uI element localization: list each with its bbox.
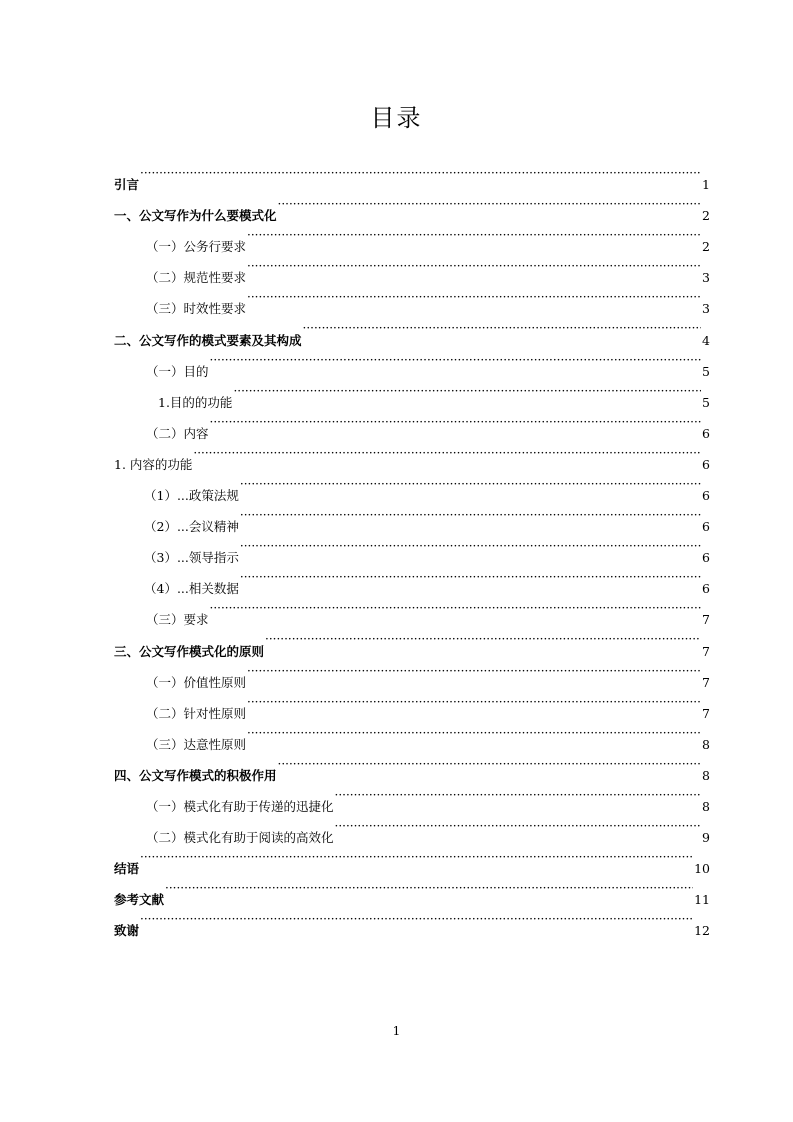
toc-entry-conclusion[interactable] <box>114 842 710 877</box>
toc-entry-label: （一）模式化有助于传递的迅捷化 <box>146 798 334 814</box>
toc-entry-label: 四、公文写作模式的积极作用 <box>114 767 277 783</box>
toc-entry-page: 2 <box>702 239 710 255</box>
toc-entry-page: 8 <box>702 736 710 752</box>
toc-entry-label: （2）...会议精神 <box>144 519 239 535</box>
page-number: 1 <box>392 1024 401 1038</box>
toc-entry-page: 6 <box>702 550 710 566</box>
toc-entry-label: （4）...相关数据 <box>144 581 239 597</box>
dot-leader <box>247 251 701 282</box>
toc-entry-label: 结语 <box>114 861 140 877</box>
toc-entry-page: 8 <box>702 767 710 783</box>
dot-leader <box>140 158 701 189</box>
toc-entry-page: 6 <box>702 425 710 441</box>
dot-leader <box>278 189 702 220</box>
dot-leader <box>140 842 693 873</box>
dot-leader <box>240 531 701 562</box>
dot-leader <box>303 313 702 344</box>
toc-entry-page: 9 <box>702 830 710 846</box>
toc-entry-page: 1 <box>702 177 710 193</box>
toc-entry-page: 7 <box>702 674 710 690</box>
toc-entry-page: 3 <box>702 301 710 317</box>
toc-entry-label: 1. 内容的功能 <box>114 456 193 472</box>
table-of-contents <box>114 158 710 939</box>
toc-entry-label: 致谢 <box>114 923 140 939</box>
toc-entry-label: （二）规范性要求 <box>146 270 247 286</box>
toc-entry-item[interactable] <box>114 438 710 472</box>
toc-entry-page: 6 <box>702 456 710 472</box>
dot-leader <box>233 376 701 407</box>
toc-entry-page: 7 <box>702 705 710 721</box>
toc-entry-label: （一）价值性原则 <box>146 674 247 690</box>
toc-entry-label: 引言 <box>114 177 140 193</box>
dot-leader <box>335 780 702 811</box>
toc-entry-label: （三）达意性原则 <box>146 736 247 752</box>
toc-entry-page: 6 <box>702 581 710 597</box>
dot-leader <box>240 500 701 531</box>
toc-entry-label: （一）公务行要求 <box>146 239 247 255</box>
toc-entry-page: 4 <box>702 332 710 348</box>
dot-leader <box>165 873 693 904</box>
toc-entry-label: （一）目的 <box>146 363 209 379</box>
toc-entry-label: 一、公文写作为什么要模式化 <box>114 208 277 224</box>
toc-entry-label: （3）...领导指示 <box>144 550 239 566</box>
toc-entry-page: 8 <box>702 798 710 814</box>
toc-entry-label: （三）时效性要求 <box>146 301 247 317</box>
dot-leader <box>193 438 701 469</box>
toc-entry-label: 1.目的的功能 <box>158 394 233 410</box>
toc-entry-page: 5 <box>702 394 710 410</box>
toc-entry-page: 7 <box>702 612 710 628</box>
dot-leader <box>247 220 701 251</box>
toc-entry-label: 三、公文写作模式化的原则 <box>114 643 265 659</box>
dot-leader <box>265 624 701 655</box>
dot-leader <box>247 282 701 313</box>
toc-entry-label: （二）内容 <box>146 425 209 441</box>
toc-entry-page: 7 <box>702 643 710 659</box>
toc-entry-page: 6 <box>702 488 710 504</box>
toc-entry-page: 3 <box>702 270 710 286</box>
toc-entry-label: （二）模式化有助于阅读的高效化 <box>146 830 334 846</box>
toc-entry-page: 12 <box>694 923 710 939</box>
toc-entry-label: （1）...政策法规 <box>144 488 239 504</box>
toc-entry-label: 参考文献 <box>114 892 165 908</box>
toc-entry-page: 6 <box>702 519 710 535</box>
dot-leader <box>278 749 702 780</box>
dot-leader <box>140 904 693 935</box>
toc-entry-page: 2 <box>702 208 710 224</box>
toc-entry-page: 11 <box>694 892 710 908</box>
toc-entry-label: （三）要求 <box>146 612 209 628</box>
toc-entry-item[interactable] <box>114 469 710 504</box>
dot-leader <box>247 687 701 718</box>
toc-entry-page: 10 <box>694 861 710 877</box>
toc-entry-label: 二、公文写作的模式要素及其构成 <box>114 332 302 348</box>
toc-entry-page: 5 <box>702 363 710 379</box>
toc-entry-section-1[interactable] <box>114 189 710 224</box>
dot-leader <box>247 656 701 687</box>
dot-leader <box>240 469 701 500</box>
dot-leader <box>247 718 701 749</box>
dot-leader <box>335 811 702 842</box>
dot-leader <box>210 593 702 624</box>
dot-leader <box>240 562 701 593</box>
toc-entry-label: （二）针对性原则 <box>146 705 247 721</box>
dot-leader <box>210 407 702 438</box>
toc-entry-acknowledgements[interactable] <box>114 904 710 939</box>
toc-entry-introduction[interactable] <box>114 158 710 193</box>
dot-leader <box>210 345 702 376</box>
toc-entry-references[interactable] <box>114 873 710 908</box>
toc-title: 目录 <box>370 104 423 132</box>
